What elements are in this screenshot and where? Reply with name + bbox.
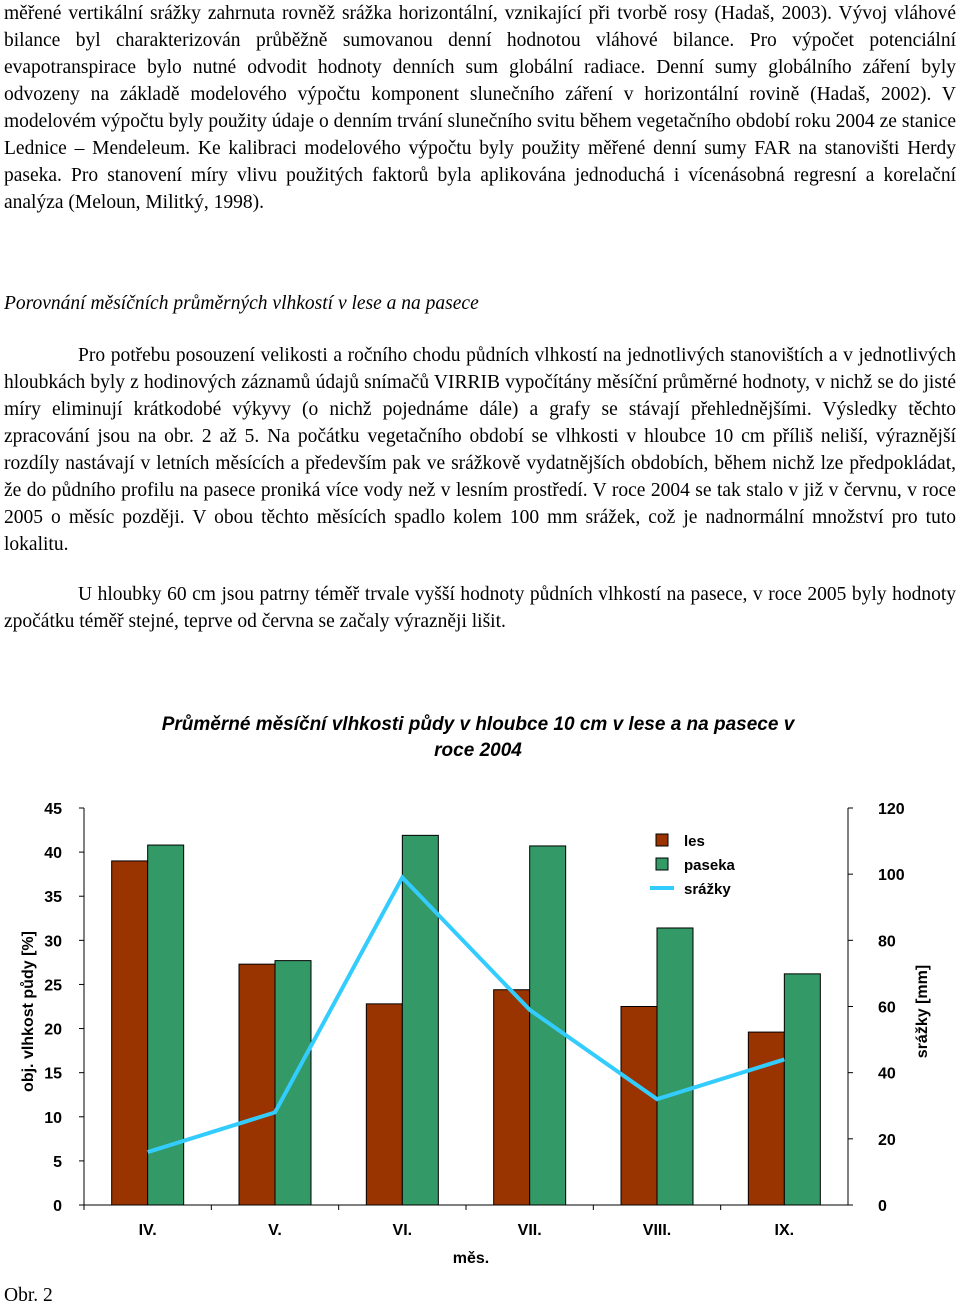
y-tick-label-1: 5 [53, 1153, 62, 1171]
x-tick-label-5: IX. [774, 1222, 795, 1239]
moisture-chart [0, 700, 960, 1280]
y-tick-label-8: 40 [44, 845, 62, 863]
y2-tick-label-0: 0 [878, 1198, 887, 1215]
y-tick-label-6: 30 [44, 933, 62, 951]
x-tick-label-0: IV. [138, 1222, 157, 1239]
y2-tick-label-4: 80 [878, 933, 896, 951]
y2-axis-title: srážky [mm] [914, 964, 931, 1059]
y2-tick-label-6: 120 [878, 801, 905, 818]
paragraph-results-60cm: U hloubky 60 cm jsou patrny téměř trvale vyšší hodnoty půdních vlhkostí na pasece, v roce 2005 byly hodnoty zpočátku téměř stejné, teprve od června se začaly výrazněji lišit. [4, 584, 956, 632]
paragraph-methods: měřené vertikální srážky zahrnuta rovněž srážka horizontální, vznikající při tvorbě rosy (Hadaš, 2003). Vývoj vláhové bilance byl charakterizován průběžně sumovanou denní hodnotou vláhové bilance. Pro výpočet potenciální evapotranspirace bylo nutné odvodit hodnoty denních sum globální radiace. Denní sumy globálního záření byly odvozeny na základě modelového výpočtu komponent slunečního záření v horizontální rovině (Hadaš, 2002). V modelovém výpočtu byly použity údaje o denním trvání slunečního svitu během vegetačního období roku 2004 ze stanice Lednice – Mendeleum. Ke kalibraci modelového výpočtu byly použity měřené denní sumy FAR na stanovišti Herdy paseka. Pro stanovení míry vlivu použitých faktorů byla aplikována jednoduchá i vícenásobná regresní a korelační analýza (Meloun, Militký, 1998). [4, 3, 956, 213]
legend-label-srážky: srážky [684, 881, 731, 898]
y2-tick-label-5: 100 [878, 867, 905, 885]
x-axis-title: měs. [452, 1250, 490, 1267]
bar-les-1 [239, 964, 275, 1205]
bar-les-3 [494, 990, 530, 1205]
plot-area [20, 801, 931, 1267]
paragraph-results-10cm: Pro potřebu posouzení velikosti a ročního chodu půdních vlhkostí na jednotlivých stanovištích a v jednotlivých hloubkách byly z hodinových záznamů údajů snímačů VIRRIB vypočítány měsíční průměrné hodnoty, v nichž se do jisté míry eliminují krátkodobé výkyvy (o nichž pojednáme dále) a grafy se stávají přehlednějšími. Výsledky těchto zpracování jsou na obr. 2 až 5. Na počátku vegetačního období se vlhkosti v hloubce 10 cm příliš neliší, výraznější rozdíly nastávají v letních měsících a především pak ve srážkově vydatnějších obdobích, během nichž lze předpokládat, že do půdního profilu na pasece proniká více vody než v lesním prostředí. V roce 2004 se tak stalo v již v červnu, v roce 2005 o měsíc později. V obou těchto měsících spadlo kolem 100 mm srážek, což je nadnormální množství pro tuto lokalitu. [4, 345, 956, 555]
chart-title-line-1: Průměrné měsíční vlhkosti půdy v hloubce 10 cm v lese a na pasece v [161, 714, 795, 735]
legend-swatch-paseka [656, 858, 668, 870]
y-tick-label-4: 20 [44, 1021, 62, 1039]
y2-tick-label-2: 40 [878, 1065, 896, 1083]
y-tick-label-2: 10 [44, 1109, 62, 1127]
y2-tick-label-3: 60 [878, 999, 896, 1017]
bar-les-5 [748, 1032, 784, 1205]
bar-paseka-3 [530, 846, 566, 1205]
figure-caption: Obr. 2 [4, 1285, 53, 1306]
y-tick-label-9: 45 [44, 801, 62, 818]
bar-paseka-2 [402, 835, 438, 1205]
legend-label-les: les [684, 833, 705, 850]
y2-tick-label-1: 20 [878, 1131, 896, 1149]
bar-les-2 [366, 1004, 402, 1205]
y-tick-label-5: 25 [44, 977, 62, 995]
bar-paseka-4 [657, 928, 693, 1205]
legend-swatch-les [656, 834, 668, 846]
y-tick-label-0: 0 [53, 1198, 62, 1215]
y-tick-label-7: 35 [44, 889, 62, 907]
section-heading: Porovnání měsíčních průměrných vlhkostí v lese a na pasece [4, 293, 479, 314]
y-axis-title: obj. vlhkost půdy [%] [20, 931, 37, 1092]
x-tick-label-3: VII. [517, 1222, 542, 1239]
chart-title-line-2: roce 2004 [434, 740, 522, 761]
legend-label-paseka: paseka [684, 857, 735, 874]
bar-les-4 [621, 1007, 657, 1206]
y-tick-label-3: 15 [44, 1065, 62, 1083]
x-tick-label-4: VIII. [642, 1222, 672, 1239]
bar-les-0 [112, 861, 148, 1205]
bar-paseka-5 [784, 974, 820, 1205]
x-tick-label-1: V. [268, 1222, 282, 1239]
x-tick-label-2: VI. [392, 1222, 413, 1239]
